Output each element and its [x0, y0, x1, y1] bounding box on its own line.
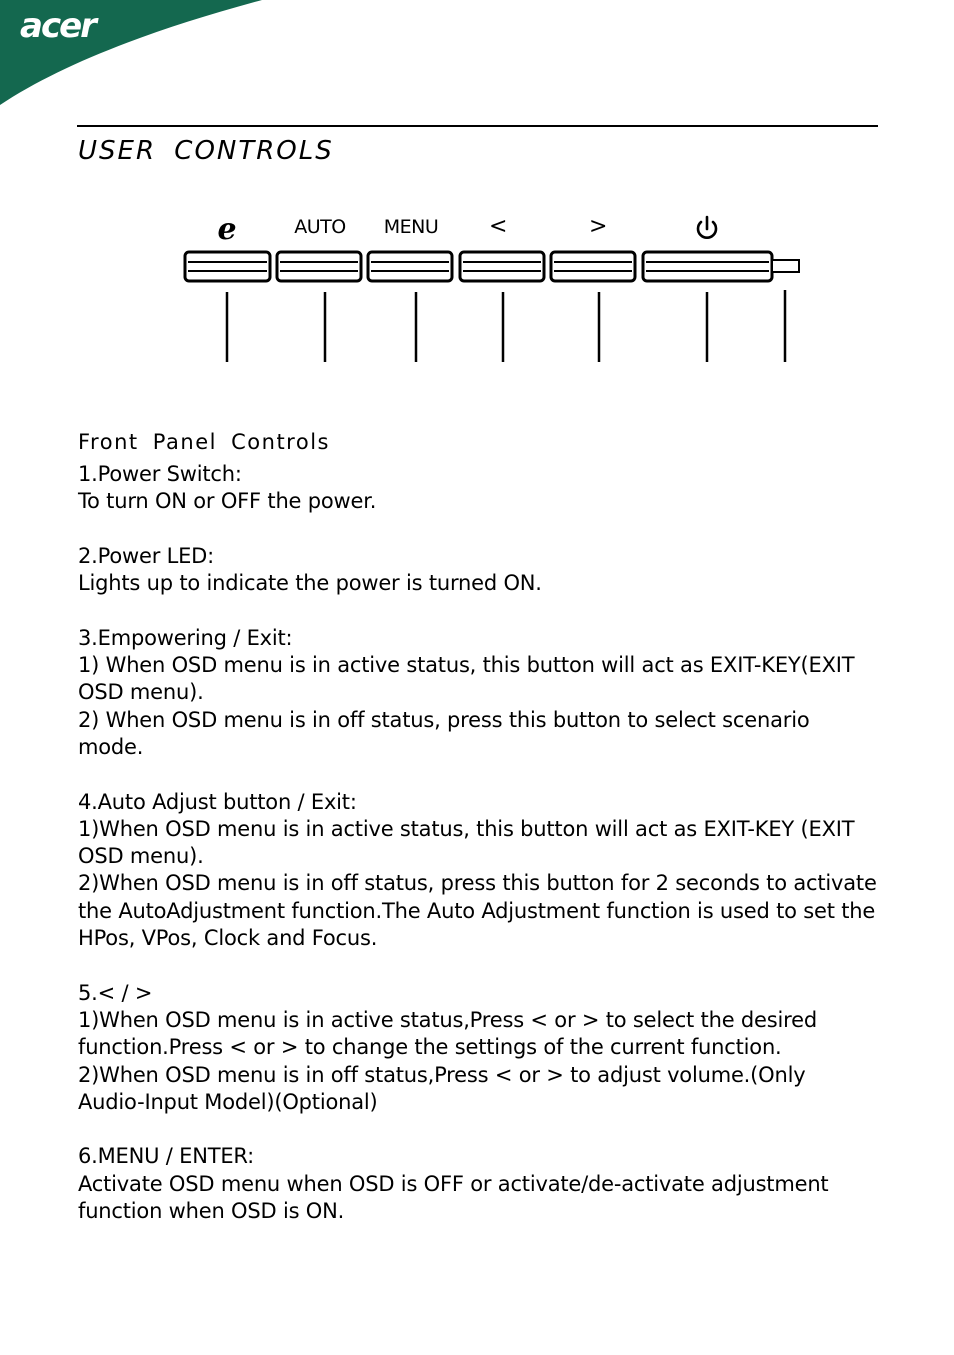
- control-item-auto-adjust: [78, 789, 878, 953]
- item-text: 2)When OSD menu is in off status, press this button for 2 seconds to activate the AutoAdjustment function.The Auto Adjustment function is used to set the HPos, VPos, Clock and Focus.: [78, 871, 877, 951]
- right-arrow-icon: >: [589, 214, 607, 239]
- control-item-menu-enter: [78, 1143, 878, 1225]
- control-item-empowering: [78, 625, 878, 761]
- item-text: 1)When OSD menu is in active status,Press < or > to select the desired function.Press < or > to change the settings of the current function.: [78, 1007, 817, 1060]
- page-title: USER CONTROLS: [78, 136, 334, 166]
- item-text: 1) When OSD menu is in active status, this button will act as EXIT-KEY(EXIT OSD menu).: [78, 653, 855, 705]
- item-text: Activate OSD menu when OSD is OFF or activate/de-activate adjustment function when OSD is ON.: [78, 1171, 829, 1224]
- item-title: 2.Power LED:: [78, 543, 215, 568]
- empowering-button: [185, 252, 270, 281]
- controls-list: [78, 461, 878, 1253]
- front-panel-heading: Front Panel Controls: [78, 430, 330, 454]
- control-item-power-led: [78, 543, 878, 598]
- left-button: [460, 252, 544, 281]
- control-item-arrows: [78, 980, 878, 1116]
- item-title: 1.Power Switch:: [78, 462, 242, 486]
- menu-button: [368, 252, 452, 281]
- power-button: [643, 252, 772, 281]
- auto-button: [277, 252, 361, 281]
- item-title: 5.< / >: [78, 980, 153, 1005]
- item-text: To turn ON or OFF the power.: [78, 489, 377, 514]
- empowering-e-icon: e: [217, 212, 237, 247]
- power-led: [772, 260, 799, 272]
- item-title: 6.MENU / ENTER:: [78, 1144, 255, 1169]
- item-text: 2)When OSD menu is in off status,Press < or > to adjust volume.(Only Audio-Input Model)(Optional): [78, 1062, 806, 1114]
- item-text: 2) When OSD menu is in off status, press this button to select scenario mode.: [78, 707, 810, 759]
- power-icon: [698, 217, 716, 238]
- right-button: [551, 252, 635, 281]
- left-arrow-icon: <: [489, 214, 507, 239]
- control-item-power-switch: [78, 461, 878, 516]
- item-title: 3.Empowering / Exit:: [78, 625, 293, 650]
- front-panel-diagram: [0, 0, 954, 380]
- item-text: Lights up to indicate the power is turned ON.: [78, 571, 542, 596]
- item-text: 1)When OSD menu is in active status, this button will act as EXIT-KEY (EXIT OSD menu).: [78, 816, 855, 869]
- item-title: 4.Auto Adjust button / Exit:: [78, 789, 357, 814]
- auto-label: AUTO: [294, 216, 346, 238]
- menu-label: MENU: [383, 216, 439, 238]
- acer-logo: acer: [20, 6, 95, 46]
